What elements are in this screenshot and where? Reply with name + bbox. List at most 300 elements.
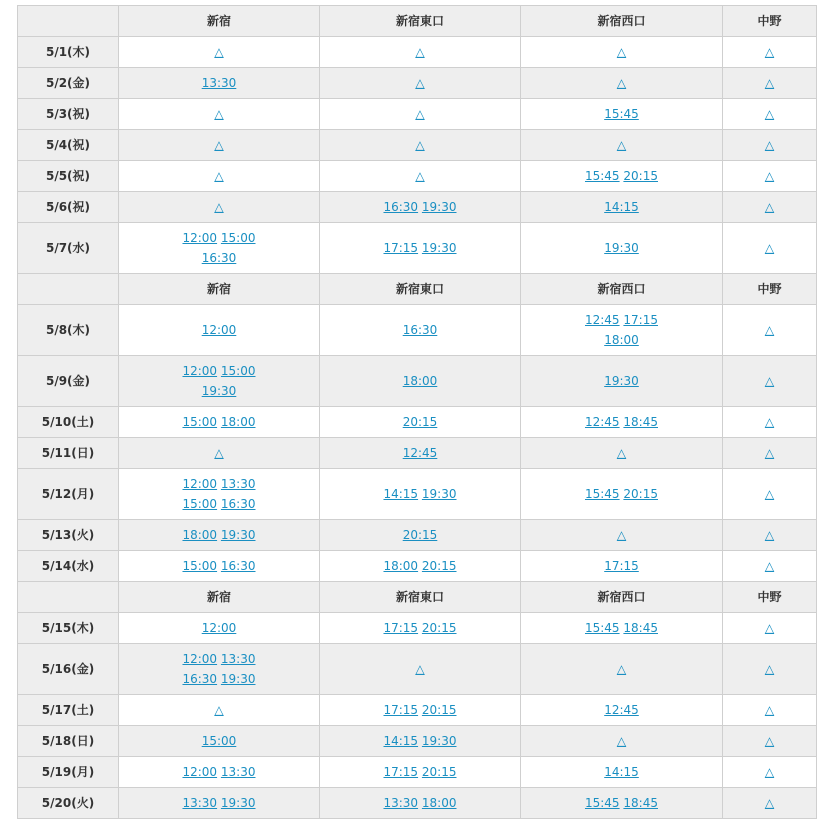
cell-line: [727, 42, 812, 62]
time-slot-link[interactable]: 13:30: [220, 477, 256, 491]
time-slot-link[interactable]: 18:45: [623, 796, 658, 810]
cell-links: [119, 42, 319, 62]
time-slot-link[interactable]: 20:15: [421, 621, 457, 635]
availability-link[interactable]: △: [616, 45, 627, 59]
cell-line: [727, 525, 812, 545]
schedule-cell: [723, 438, 817, 469]
table-row: [18, 130, 817, 161]
time-slot-link[interactable]: 17:15: [604, 559, 639, 573]
availability-link[interactable]: △: [764, 703, 775, 717]
cell-links: [320, 484, 520, 504]
cell-links: [723, 197, 816, 217]
time-slot-link[interactable]: 12:00: [182, 765, 218, 779]
availability-link[interactable]: △: [764, 621, 775, 635]
schedule-cell: [723, 68, 817, 99]
availability-link[interactable]: △: [764, 487, 775, 501]
column-header: 新宿: [119, 582, 320, 613]
schedule-cell: [723, 161, 817, 192]
cell-links: [320, 659, 520, 679]
time-slot-link[interactable]: 17:15: [383, 765, 419, 779]
cell-links: [521, 42, 722, 62]
cell-line: [727, 104, 812, 124]
cell-line: [525, 135, 718, 155]
schedule-cell: [119, 469, 320, 520]
schedule-cell: [320, 356, 521, 407]
availability-link[interactable]: △: [764, 107, 775, 121]
table-row: [18, 551, 817, 582]
cell-line: [727, 659, 812, 679]
time-slot-link[interactable]: 17:15: [383, 241, 419, 255]
header-row: [18, 6, 817, 37]
availability-link[interactable]: △: [616, 138, 627, 152]
time-slot-link[interactable]: 17:15: [383, 621, 419, 635]
time-slot-link[interactable]: 19:30: [421, 487, 457, 501]
cell-line: [123, 618, 315, 638]
time-slot-link[interactable]: 15:00: [220, 364, 256, 378]
time-slot-link[interactable]: 19:30: [421, 200, 457, 214]
time-slot-link[interactable]: 18:00: [182, 528, 218, 542]
availability-link[interactable]: △: [415, 138, 425, 152]
cell-links: [723, 166, 816, 186]
cell-line: [324, 135, 516, 155]
schedule-cell: [320, 757, 521, 788]
schedule-cell: [119, 37, 320, 68]
cell-line: [727, 135, 812, 155]
time-slot-link[interactable]: 20:15: [421, 559, 457, 573]
schedule-cell: [723, 757, 817, 788]
availability-link[interactable]: △: [764, 662, 775, 676]
cell-links: [521, 238, 722, 258]
availability-link[interactable]: △: [764, 323, 775, 337]
row-date: 5/20(火): [18, 788, 119, 819]
availability-link[interactable]: △: [415, 76, 425, 90]
availability-link[interactable]: △: [214, 45, 224, 59]
cell-links: [119, 793, 319, 813]
cell-links: [521, 104, 722, 124]
time-slot-link[interactable]: 13:30: [383, 796, 419, 810]
cell-links: [723, 659, 816, 679]
schedule-cell: [119, 726, 320, 757]
header-row: [18, 582, 817, 613]
schedule-cell: [119, 520, 320, 551]
time-slot-link[interactable]: 16:30: [220, 497, 256, 511]
availability-link[interactable]: △: [616, 734, 627, 748]
cell-links: [119, 443, 319, 463]
cell-line: [123, 42, 315, 62]
cell-links: [521, 525, 722, 545]
time-slot-link[interactable]: 18:00: [220, 415, 256, 429]
schedule-cell: [320, 130, 521, 161]
schedule-cell: [723, 305, 817, 356]
schedule-cell: [521, 407, 723, 438]
cell-links: [320, 731, 520, 751]
cell-line: [123, 669, 315, 689]
cell-line: [324, 762, 516, 782]
time-slot-link[interactable]: 15:45: [584, 796, 620, 810]
time-slot-link[interactable]: 13:30: [220, 652, 256, 666]
availability-link[interactable]: △: [616, 76, 627, 90]
time-slot-link[interactable]: 19:30: [220, 528, 256, 542]
cell-line: [727, 762, 812, 782]
availability-link[interactable]: △: [764, 45, 775, 59]
schedule-cell: [320, 644, 521, 695]
row-date: 5/14(水): [18, 551, 119, 582]
cell-links: [521, 556, 722, 576]
schedule-cell: [320, 469, 521, 520]
time-slot-link[interactable]: 12:45: [402, 446, 438, 460]
cell-links: [320, 618, 520, 638]
schedule-cell: [119, 407, 320, 438]
time-slot-link[interactable]: 12:00: [201, 621, 237, 635]
time-slot-link[interactable]: 12:45: [584, 313, 620, 327]
header-corner: [18, 6, 119, 37]
schedule-cell: [119, 695, 320, 726]
time-slot-link[interactable]: 15:45: [584, 487, 620, 501]
cell-links: [521, 443, 722, 463]
availability-link[interactable]: △: [616, 528, 627, 542]
availability-link[interactable]: △: [214, 107, 224, 121]
schedule-cell: [320, 695, 521, 726]
schedule-cell: [320, 788, 521, 819]
time-slot-link[interactable]: 15:00: [182, 497, 218, 511]
cell-line: [324, 484, 516, 504]
schedule-cell: [723, 223, 817, 274]
schedule-cell: [521, 613, 723, 644]
availability-link[interactable]: △: [415, 169, 425, 183]
cell-line: [525, 166, 718, 186]
availability-link[interactable]: △: [214, 200, 224, 214]
time-slot-link[interactable]: 14:15: [604, 200, 639, 214]
availability-link[interactable]: △: [764, 169, 775, 183]
schedule-cell: [119, 223, 320, 274]
schedule-cell: [119, 130, 320, 161]
cell-line: [123, 412, 315, 432]
schedule-cell: [521, 644, 723, 695]
time-slot-link[interactable]: 18:00: [402, 374, 438, 388]
time-slot-link[interactable]: 12:00: [182, 652, 218, 666]
table-row: [18, 726, 817, 757]
column-header: 中野: [723, 274, 817, 305]
time-slot-link[interactable]: 18:00: [604, 333, 639, 347]
availability-link[interactable]: △: [764, 734, 775, 748]
header-corner: [18, 274, 119, 305]
time-slot-link[interactable]: 19:30: [421, 241, 457, 255]
availability-link[interactable]: △: [415, 662, 425, 676]
cell-links: [119, 649, 319, 689]
column-header: 新宿東口: [320, 6, 521, 37]
cell-links: [119, 618, 319, 638]
cell-line: [324, 412, 516, 432]
time-slot-link[interactable]: 12:45: [584, 415, 620, 429]
cell-line: [727, 412, 812, 432]
time-slot-link[interactable]: 19:30: [604, 241, 639, 255]
time-slot-link[interactable]: 18:00: [383, 559, 419, 573]
schedule-cell: [320, 99, 521, 130]
row-date: 5/7(水): [18, 223, 119, 274]
time-slot-link[interactable]: 18:00: [421, 796, 457, 810]
time-slot-link[interactable]: 16:30: [220, 559, 256, 573]
header-row: [18, 274, 817, 305]
cell-line: [525, 525, 718, 545]
cell-links: [521, 618, 722, 638]
cell-line: [727, 320, 812, 340]
cell-line: [324, 700, 516, 720]
time-slot-link[interactable]: 20:15: [421, 703, 457, 717]
availability-link[interactable]: △: [214, 138, 224, 152]
availability-link[interactable]: △: [764, 559, 775, 573]
schedule-cell: [119, 551, 320, 582]
cell-line: [525, 700, 718, 720]
cell-line: [123, 135, 315, 155]
schedule-cell: [521, 99, 723, 130]
schedule-cell: [119, 757, 320, 788]
availability-link[interactable]: △: [764, 415, 775, 429]
cell-links: [119, 197, 319, 217]
cell-line: [727, 484, 812, 504]
cell-links: [320, 700, 520, 720]
cell-line: [525, 104, 718, 124]
cell-links: [320, 525, 520, 545]
time-slot-link[interactable]: 15:00: [182, 415, 218, 429]
cell-line: [123, 793, 315, 813]
time-slot-link[interactable]: 15:00: [201, 734, 237, 748]
cell-links: [723, 73, 816, 93]
cell-links: [320, 320, 520, 340]
cell-links: [723, 762, 816, 782]
cell-line: [727, 700, 812, 720]
table-row: [18, 356, 817, 407]
schedule-cell: [119, 305, 320, 356]
time-slot-link[interactable]: 20:15: [421, 765, 457, 779]
cell-line: [525, 556, 718, 576]
availability-link[interactable]: △: [616, 446, 627, 460]
time-slot-link[interactable]: 16:30: [383, 200, 419, 214]
availability-link[interactable]: △: [764, 796, 775, 810]
column-header: 新宿東口: [320, 274, 521, 305]
time-slot-link[interactable]: 15:45: [604, 107, 639, 121]
time-slot-link[interactable]: 18:45: [623, 621, 658, 635]
cell-line: [324, 320, 516, 340]
cell-links: [521, 135, 722, 155]
availability-link[interactable]: △: [616, 662, 627, 676]
cell-links: [119, 762, 319, 782]
cell-links: [521, 197, 722, 217]
availability-link[interactable]: △: [214, 446, 224, 460]
time-slot-link[interactable]: 20:15: [623, 487, 658, 501]
cell-links: [119, 73, 319, 93]
time-slot-link[interactable]: 14:15: [604, 765, 639, 779]
schedule-cell: [521, 757, 723, 788]
time-slot-link[interactable]: 13:30: [201, 76, 237, 90]
cell-line: [324, 659, 516, 679]
cell-line: [324, 793, 516, 813]
availability-link[interactable]: △: [415, 45, 425, 59]
cell-links: [521, 731, 722, 751]
cell-links: [320, 412, 520, 432]
cell-line: [525, 371, 718, 391]
cell-links: [119, 474, 319, 514]
schedule-cell: [521, 726, 723, 757]
time-slot-link[interactable]: 16:30: [182, 672, 218, 686]
time-slot-link[interactable]: 12:00: [182, 231, 218, 245]
time-slot-link[interactable]: 14:15: [383, 487, 419, 501]
cell-line: [324, 197, 516, 217]
schedule-cell: [119, 644, 320, 695]
cell-links: [119, 700, 319, 720]
time-slot-link[interactable]: 12:00: [182, 477, 218, 491]
cell-links: [723, 238, 816, 258]
table-row: [18, 223, 817, 274]
schedule-table: [17, 5, 817, 819]
table-row: [18, 695, 817, 726]
cell-links: [119, 228, 319, 268]
time-slot-link[interactable]: 16:30: [201, 251, 237, 265]
cell-line: [727, 73, 812, 93]
cell-line: [324, 73, 516, 93]
time-slot-link[interactable]: 15:00: [182, 559, 218, 573]
cell-links: [119, 320, 319, 340]
time-slot-link[interactable]: 16:30: [402, 323, 438, 337]
availability-link[interactable]: △: [764, 765, 775, 779]
availability-link[interactable]: △: [214, 703, 224, 717]
time-slot-link[interactable]: 17:15: [383, 703, 419, 717]
schedule-cell: [723, 469, 817, 520]
availability-link[interactable]: △: [214, 169, 224, 183]
cell-line: [727, 793, 812, 813]
schedule-cell: [521, 469, 723, 520]
cell-line: [123, 494, 315, 514]
time-slot-link[interactable]: 13:30: [220, 765, 256, 779]
time-slot-link[interactable]: 12:00: [182, 364, 218, 378]
time-slot-link[interactable]: 12:00: [201, 323, 237, 337]
time-slot-link[interactable]: 18:45: [623, 415, 658, 429]
time-slot-link[interactable]: 17:15: [623, 313, 658, 327]
cell-line: [525, 659, 718, 679]
availability-link[interactable]: △: [415, 107, 425, 121]
cell-links: [521, 371, 722, 391]
schedule-cell: [521, 520, 723, 551]
cell-line: [123, 320, 315, 340]
time-slot-link[interactable]: 15:45: [584, 169, 620, 183]
schedule-cell: [723, 695, 817, 726]
table-row: [18, 305, 817, 356]
cell-line: [525, 330, 718, 350]
cell-line: [727, 166, 812, 186]
schedule-cell: [320, 223, 521, 274]
availability-link[interactable]: △: [764, 241, 775, 255]
schedule-cell: [521, 68, 723, 99]
availability-link[interactable]: △: [764, 528, 775, 542]
cell-line: [123, 381, 315, 401]
table-row: [18, 757, 817, 788]
availability-link[interactable]: △: [764, 138, 775, 152]
table-row: [18, 407, 817, 438]
time-slot-link[interactable]: 19:30: [220, 672, 256, 686]
column-header: 中野: [723, 582, 817, 613]
time-slot-link[interactable]: 15:45: [584, 621, 620, 635]
column-header: 中野: [723, 6, 817, 37]
cell-line: [123, 525, 315, 545]
row-date: 5/4(祝): [18, 130, 119, 161]
table-row: [18, 192, 817, 223]
cell-links: [723, 556, 816, 576]
availability-link[interactable]: △: [764, 446, 775, 460]
schedule-cell: [521, 356, 723, 407]
cell-line: [324, 371, 516, 391]
row-date: 5/12(月): [18, 469, 119, 520]
schedule-cell: [521, 192, 723, 223]
cell-line: [123, 361, 315, 381]
row-date: 5/17(土): [18, 695, 119, 726]
time-slot-link[interactable]: 20:15: [402, 415, 438, 429]
table-row: [18, 99, 817, 130]
time-slot-link[interactable]: 12:45: [604, 703, 639, 717]
row-date: 5/10(土): [18, 407, 119, 438]
row-date: 5/15(木): [18, 613, 119, 644]
schedule-cell: [723, 788, 817, 819]
time-slot-link[interactable]: 19:30: [201, 384, 237, 398]
header-corner: [18, 582, 119, 613]
schedule-cell: [723, 613, 817, 644]
schedule-cell: [320, 407, 521, 438]
schedule-cell: [723, 520, 817, 551]
schedule-cell: [320, 37, 521, 68]
time-slot-link[interactable]: 19:30: [604, 374, 639, 388]
cell-line: [324, 166, 516, 186]
cell-line: [525, 762, 718, 782]
cell-line: [525, 412, 718, 432]
time-slot-link[interactable]: 15:00: [220, 231, 256, 245]
cell-line: [324, 443, 516, 463]
cell-line: [324, 42, 516, 62]
cell-links: [320, 135, 520, 155]
cell-links: [119, 525, 319, 545]
cell-line: [123, 700, 315, 720]
time-slot-link[interactable]: 20:15: [402, 528, 438, 542]
time-slot-link[interactable]: 13:30: [182, 796, 218, 810]
cell-line: [324, 525, 516, 545]
cell-links: [320, 793, 520, 813]
time-slot-link[interactable]: 19:30: [421, 734, 457, 748]
schedule-cell: [119, 192, 320, 223]
time-slot-link[interactable]: 19:30: [220, 796, 256, 810]
cell-line: [123, 73, 315, 93]
time-slot-link[interactable]: 20:15: [623, 169, 658, 183]
cell-line: [324, 618, 516, 638]
cell-line: [525, 238, 718, 258]
cell-line: [727, 197, 812, 217]
cell-links: [521, 412, 722, 432]
row-date: 5/6(祝): [18, 192, 119, 223]
availability-link[interactable]: △: [764, 76, 775, 90]
cell-line: [525, 793, 718, 813]
row-date: 5/19(月): [18, 757, 119, 788]
availability-link[interactable]: △: [764, 374, 775, 388]
cell-line: [727, 443, 812, 463]
table-row: [18, 469, 817, 520]
time-slot-link[interactable]: 14:15: [383, 734, 419, 748]
cell-line: [123, 166, 315, 186]
cell-line: [324, 238, 516, 258]
cell-links: [521, 484, 722, 504]
availability-link[interactable]: △: [764, 200, 775, 214]
schedule-cell: [119, 161, 320, 192]
schedule-cell: [320, 192, 521, 223]
cell-links: [723, 320, 816, 340]
cell-links: [723, 371, 816, 391]
cell-links: [723, 700, 816, 720]
schedule-cell: [119, 68, 320, 99]
